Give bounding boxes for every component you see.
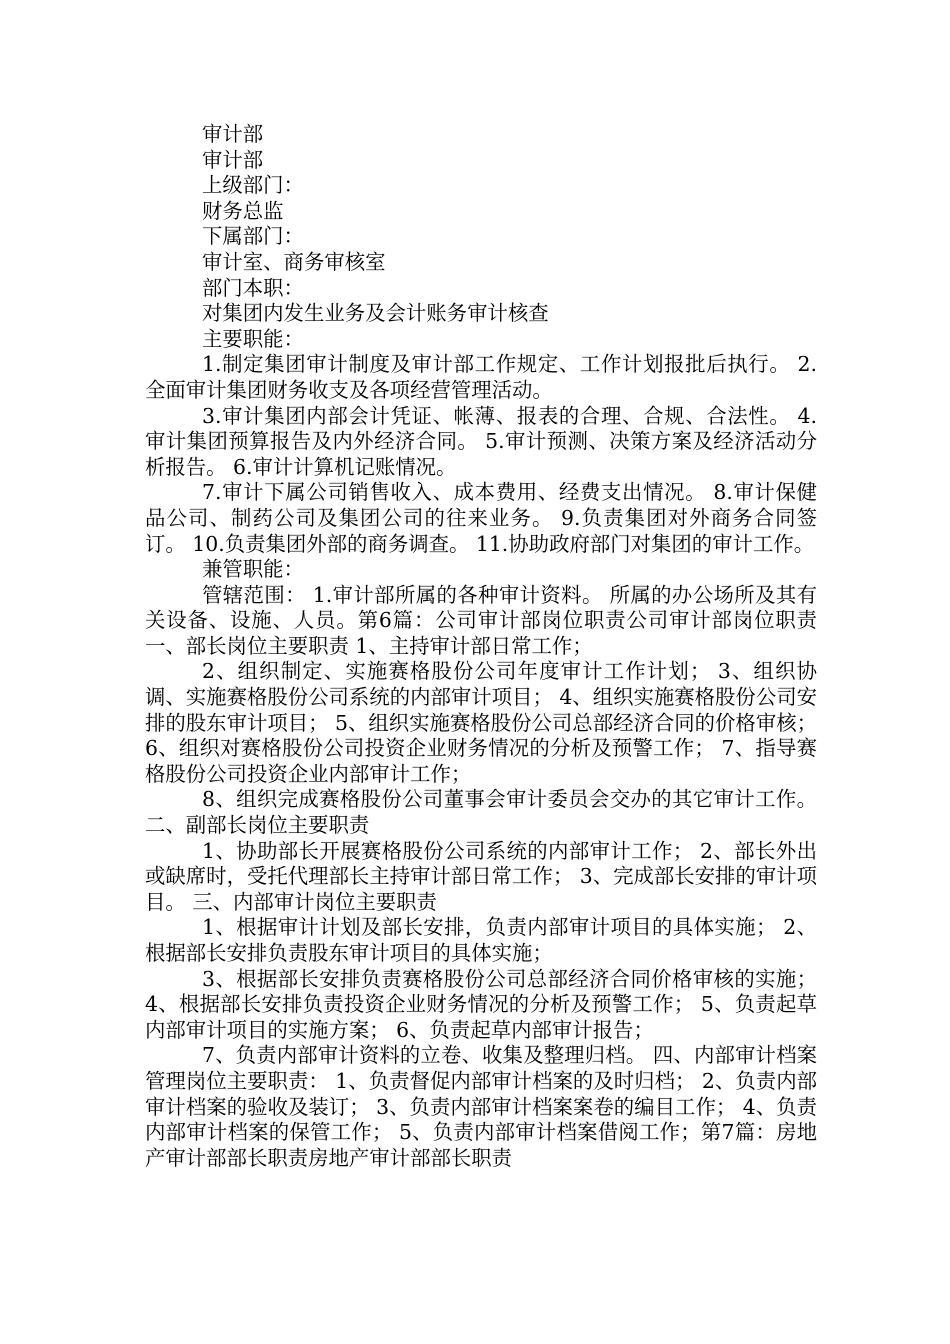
header-line-subordinate-label: 下属部门： xyxy=(202,224,304,249)
header-line-title-1: 审计部 xyxy=(202,122,264,146)
paragraph: 2、组织制定、实施赛格股份公司年度审计工作计划； 3、组织协调、实施赛格股份公司系统的内部审计项目； 4、组织实施赛格股份公司安排的股东审计项目； 5、组织实施赛格股份公司总部经济合同的价格审核； 6、组织对赛格股份公司投资企业财务情况的分析及预警工作； 7、指导赛格股份公司投资企业内部审计工作； xyxy=(145,659,817,786)
header-line-superior-label: 上级部门： xyxy=(202,173,304,198)
paragraph: 管辖范围： 1.审计部所属的各种审计资料。 所属的办公场所及其有关设备、设施、人员。第6篇：公司审计部岗位职责公司审计部岗位职责一、部长岗位主要职责 1、主持审计部日常工作； xyxy=(145,582,817,658)
paragraph: 1、协助部长开展赛格股份公司系统的内部审计工作； 2、部长外出或缺席时，受托代理部长主持审计部日常工作； 3、完成部长安排的审计项目。 三、内部审计岗位主要职责 xyxy=(145,838,817,914)
header-line-subordinate-value: 审计室、商务审核室 xyxy=(202,249,386,274)
paragraph: 7.审计下属公司销售收入、成本费用、经费支出情况。 8.审计保健品公司、制药公司及集团公司的往来业务。 9.负责集团对外商务合同签订。 10.负责集团外部的商务调查。 11.协助政府部门对集团的审计工作。 xyxy=(145,480,817,556)
header-line-superior-value: 财务总监 xyxy=(202,198,284,223)
header-line-duty-value: 对集团内发生业务及会计账务审计核查 xyxy=(202,301,549,326)
header-line-duty-label: 部门本职： xyxy=(202,275,304,300)
paragraph: 1.制定集团审计制度及审计部工作规定、工作计划报批后执行。 2.全面审计集团财务收支及各项经营管理活动。 xyxy=(145,352,817,402)
paragraph: 3、根据部长安排负责赛格股份公司总部经济合同价格审核的实施； 4、根据部长安排负责投资企业财务情况的分析及预警工作； 5、负责起草内部审计项目的实施方案； 6、负责起草内部审计报告； xyxy=(145,966,817,1042)
header-line-main-functions-label: 主要职能： xyxy=(202,326,304,351)
document-body xyxy=(145,122,817,1171)
paragraph: 7、负责内部审计资料的立卷、收集及整理归档。 四、内部审计档案管理岗位主要职责： 1、负责督促内部审计档案的及时归档； 2、负责内部审计档案的验收及装订； 3、负责内部审计档案案卷的编目工作； 4、负责内部审计档案的保管工作； 5、负责内部审计档案借阅工作；第7篇：房地产审计部部长职责房地产审计部部长职责 xyxy=(145,1043,817,1170)
paragraph: 兼管职能： xyxy=(202,557,304,582)
paragraph: 3.审计集团内部会计凭证、帐薄、报表的合理、合规、合法性。 4.审计集团预算报告及内外经济合同。 5.审计预测、决策方案及经济活动分析报告。 6.审计计算机记账情况。 xyxy=(145,403,817,479)
paragraph: 1、根据审计计划及部长安排，负责内部审计项目的具体实施； 2、根据部长安排负责股东审计项目的具体实施； xyxy=(145,915,817,965)
header-line-title-2: 审计部 xyxy=(202,147,264,172)
paragraph: 8、组织完成赛格股份公司董事会审计委员会交办的其它审计工作。 二、副部长岗位主要职责 xyxy=(145,787,817,838)
